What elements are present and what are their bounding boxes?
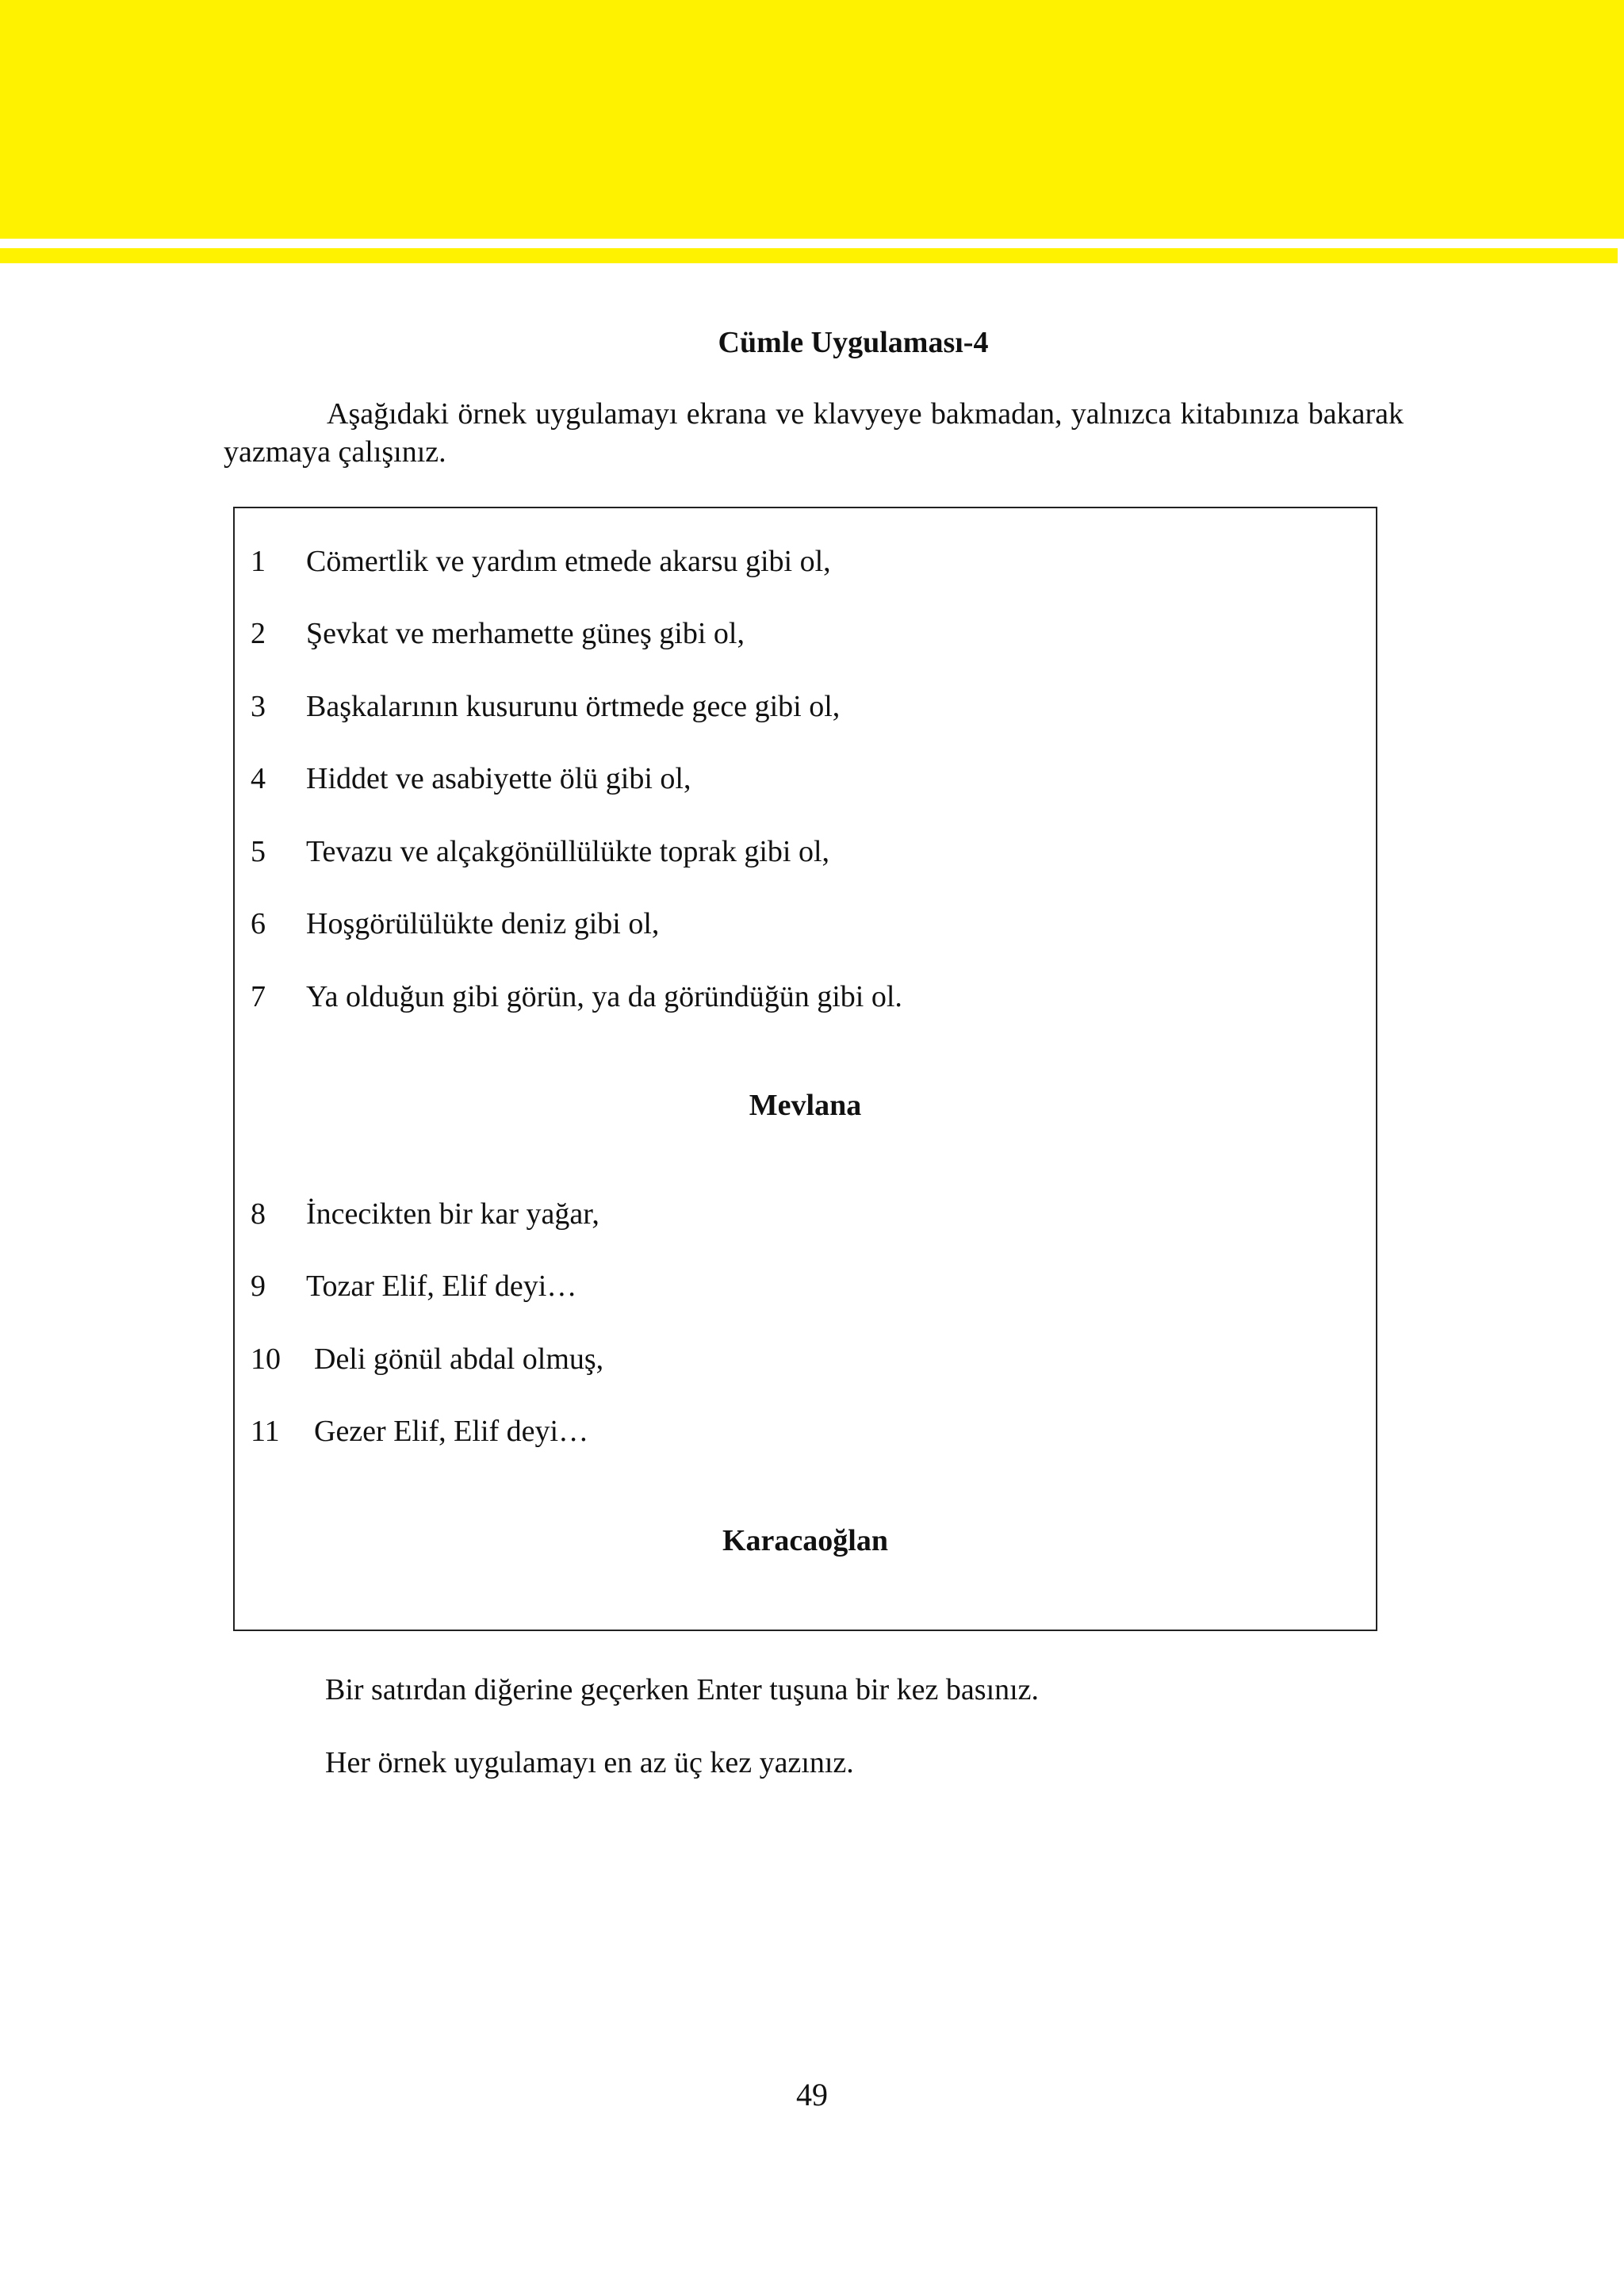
line-text: Gezer Elif, Elif deyi… (314, 1415, 589, 1448)
line-number: 3 (251, 690, 266, 723)
poem-line (251, 761, 691, 796)
line-text: Deli gönül abdal olmuş, (314, 1342, 604, 1376)
poem-author-karacaoglan: Karacaoğlan (722, 1524, 888, 1557)
line-number: 6 (251, 907, 266, 940)
line-number: 10 (251, 1342, 281, 1376)
page-number: 49 (796, 2077, 828, 2112)
line-text: Hiddet ve asabiyette ölü gibi ol, (306, 762, 691, 795)
poem-line (251, 1414, 588, 1449)
instruction-note: Her örnek uygulamayı en az üç kez yazınız. (325, 1746, 854, 1779)
intro-paragraph: Aşağıdaki örnek uygulamayı ekrana ve klavyeye bakmadan, yalnızca kitabınıza bakarak yazmaya çalışınız. (224, 397, 1404, 469)
header-band (0, 0, 1624, 239)
poem-line (251, 616, 745, 651)
line-text: Cömertlik ve yardım etmede akarsu gibi ol, (306, 545, 831, 578)
page-title: Cümle Uygulaması-4 (718, 326, 989, 359)
poem-line (251, 979, 902, 1014)
line-text: Hoşgörülülükte deniz gibi ol, (306, 907, 660, 940)
line-number: 2 (251, 617, 266, 650)
line-text: Ya olduğun gibi görün, ya da göründüğün gibi ol. (306, 980, 902, 1013)
line-text: Tevazu ve alçakgönüllülükte toprak gibi ol, (306, 835, 830, 868)
poem-line (251, 906, 659, 941)
line-number: 9 (251, 1270, 266, 1303)
poem-line (251, 1197, 599, 1231)
line-text: Şevkat ve merhamette güneş gibi ol, (306, 617, 745, 650)
line-number: 7 (251, 980, 266, 1013)
poem-line (251, 1269, 576, 1304)
poem-author-mevlana: Mevlana (749, 1089, 862, 1122)
line-text: Başkalarının kusurunu örtmede gece gibi ol, (306, 690, 841, 723)
line-text: Tozar Elif, Elif deyi… (306, 1270, 577, 1303)
line-text: İncecikten bir kar yağar, (306, 1197, 599, 1231)
poem-box (233, 507, 1377, 1631)
line-number: 1 (251, 545, 266, 578)
line-number: 8 (251, 1197, 266, 1231)
line-number: 11 (251, 1415, 280, 1448)
header-yellow-band (0, 0, 1624, 239)
poem-line (251, 834, 829, 869)
poem-line (251, 689, 840, 724)
header-yellow-stripe (0, 248, 1618, 263)
poem-line (251, 1342, 603, 1377)
line-number: 5 (251, 835, 266, 868)
line-number: 4 (251, 762, 266, 795)
instruction-note: Bir satırdan diğerine geçerken Enter tuşuna bir kez basınız. (325, 1673, 1040, 1706)
poem-line (251, 544, 831, 579)
